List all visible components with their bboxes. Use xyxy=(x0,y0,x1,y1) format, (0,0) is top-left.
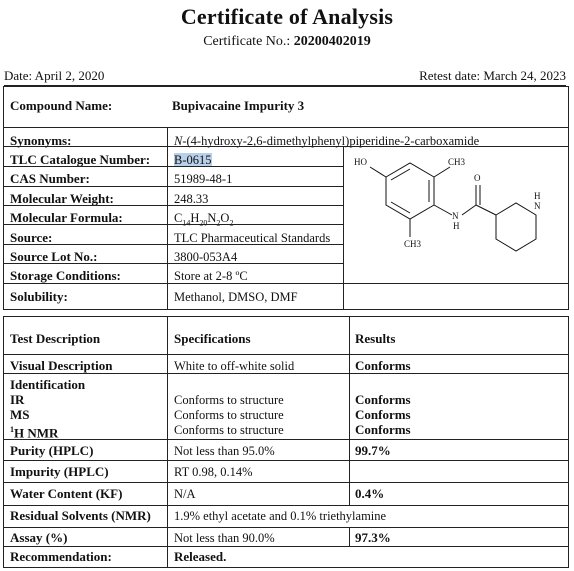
ms-spec: Conforms to structure xyxy=(174,408,284,422)
lot-label: Source Lot No.: xyxy=(10,249,98,264)
retest-date: Retest date: March 24, 2023 xyxy=(419,68,566,83)
storage-label: Storage Conditions: xyxy=(10,268,121,283)
compound-info-table xyxy=(3,86,569,310)
date-line xyxy=(4,68,566,86)
ch3-bottom-label: CH3 xyxy=(404,239,422,249)
recommendation-label: Recommendation: xyxy=(10,549,112,564)
compound-name: Bupivacaine Impurity 3 xyxy=(172,98,305,113)
document-title: Certificate of Analysis xyxy=(180,4,394,29)
nmr-result: Conforms xyxy=(355,422,411,437)
carbonyl-o-label: O xyxy=(474,173,481,183)
ir-result: Conforms xyxy=(355,392,411,407)
mw-label: Molecular Weight: xyxy=(10,191,114,206)
cas-label: CAS Number: xyxy=(10,171,90,186)
nmr-label: $^1$H NMR xyxy=(10,425,59,441)
solvents-spec: 1.9% ethyl acetate and 0.1% triethylamine xyxy=(174,509,387,523)
molecular-weight: 248.33 xyxy=(174,192,209,206)
synonyms-rest: -(4-hydroxy-2,6-dimethylphenyl)piperidine-2-carboxamide xyxy=(182,134,480,148)
source-lot: 3800-053A4 xyxy=(174,250,238,264)
ring-n-label: N xyxy=(534,201,541,211)
source-label: Source: xyxy=(10,230,53,245)
synonyms-prefix: N xyxy=(174,134,183,148)
col-spec-header: Specifications xyxy=(174,331,251,346)
assay-label: Assay (%) xyxy=(10,530,68,545)
water-spec: N/A xyxy=(174,487,196,501)
solubility-label: Solubility: xyxy=(10,289,68,304)
col-result-header: Results xyxy=(355,331,396,346)
purity-result: 99.7% xyxy=(355,443,391,458)
ch3-top-label: CH3 xyxy=(448,157,466,167)
assay-spec: Not less than 90.0% xyxy=(174,531,275,545)
visual-spec: White to off-white solid xyxy=(174,359,295,373)
cas-number: 51989-48-1 xyxy=(174,172,233,186)
nmr-superscript: 1 xyxy=(10,425,14,434)
assay-result: 97.3% xyxy=(355,530,391,545)
compound-name-label: Compound Name: xyxy=(10,98,113,113)
nmr-spec: Conforms to structure xyxy=(174,423,284,437)
impurity-label: Impurity (HPLC) xyxy=(10,464,109,479)
purity-spec: Not less than 95.0% xyxy=(174,444,275,458)
water-result: 0.4% xyxy=(355,486,385,501)
ms-label: MS xyxy=(10,407,30,422)
impurity-spec: RT 0.98, 0.14% xyxy=(174,465,253,479)
solubility-value: Methanol, DMSO, DMF xyxy=(174,290,298,304)
ring-h-label: H xyxy=(534,191,541,201)
source-value: TLC Pharmaceutical Standards xyxy=(174,231,331,245)
test-results-table xyxy=(3,316,569,568)
chemical-structure-diagram xyxy=(344,147,568,283)
visual-label: Visual Description xyxy=(10,358,113,373)
ho-label: HO xyxy=(354,157,367,167)
issue-date: Date: April 2, 2020 xyxy=(4,68,105,83)
synonyms-label: Synonyms: xyxy=(10,133,72,148)
ir-label: IR xyxy=(10,392,25,407)
storage-conditions: Store at 2-8 ºC xyxy=(174,269,248,283)
tlc-label: TLC Catalogue Number: xyxy=(10,152,151,167)
solvents-label: Residual Solvents (NMR) xyxy=(10,508,151,523)
visual-result: Conforms xyxy=(355,358,411,373)
certificate-number-label: Certificate No.: xyxy=(203,34,291,49)
certificate-number: 20200402019 xyxy=(293,34,371,49)
mf-label: Molecular Formula: xyxy=(10,210,123,225)
amide-h-label: H xyxy=(453,221,460,231)
certificate-number-line xyxy=(0,34,574,50)
identification-label: Identification xyxy=(10,377,86,392)
ms-result: Conforms xyxy=(355,407,411,422)
col-test-header: Test Description xyxy=(10,331,101,346)
purity-label: Purity (HPLC) xyxy=(10,443,94,458)
tlc-catalogue-number[interactable]: B-0615 xyxy=(174,153,212,167)
ir-spec: Conforms to structure xyxy=(174,393,284,407)
recommendation-value: Released. xyxy=(174,549,227,564)
amide-n-label: N xyxy=(452,211,459,221)
water-label: Water Content (KF) xyxy=(10,486,123,501)
molecular-formula: $C_{14}H_{20}N_2O_2$ xyxy=(174,211,234,228)
